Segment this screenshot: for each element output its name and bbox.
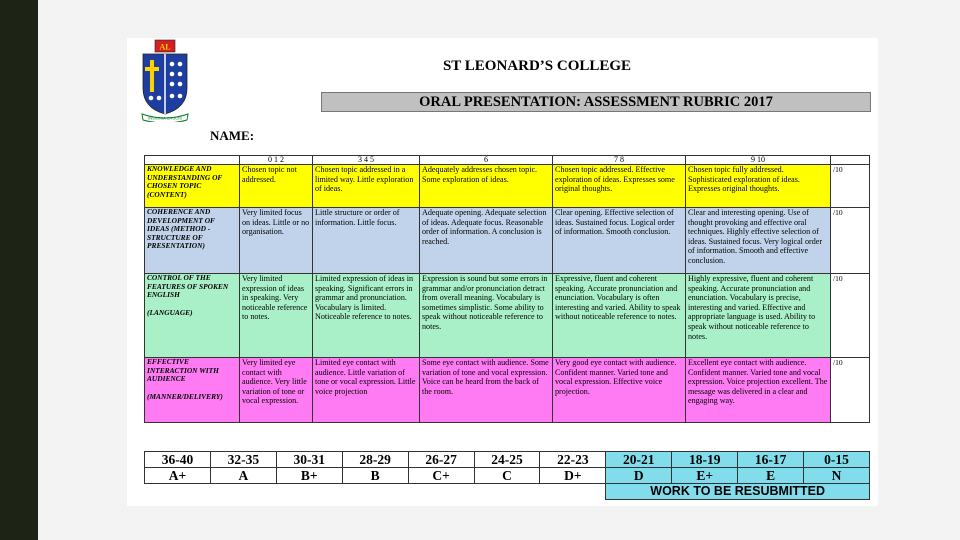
college-crest-icon [139,38,191,122]
rubric-row-language [145,274,870,358]
criterion-cell [145,358,240,423]
criterion-cell: COHERENCE AND DEVELOPMENT OF IDEAS (METHOD - STRUCTURE OF PRESENTATION) [145,208,240,274]
criterion-subtitle: (LANGUAGE) [147,307,193,317]
grade-range: 20-21 [606,452,672,468]
grade-letters-row [145,468,870,484]
score-cell: /10 [831,208,870,274]
criterion-cell [145,274,240,358]
rubric-cell: Little structure or order of information. Little focus. [313,208,420,274]
rubric-cell: Limited eye contact with audience. Little variation of tone or vocal expression. Little voice projection [313,358,420,423]
grade-letter: B [342,468,408,484]
grade-range: 24-25 [474,452,540,468]
rubric-cell: Clear and interesting opening. Use of thought provoking and effective oral techniques. Highly effective selection of ideas. Sustained focus. Very logical order of information. Smooth and effective conclusion. [686,208,831,274]
resubmit-row [145,484,870,500]
header-cell: 3 4 5 [313,156,420,165]
grade-letter: C+ [408,468,474,484]
rubric-row-delivery [145,358,870,423]
grade-letter: D+ [540,468,606,484]
score-cell: /10 [831,358,870,423]
rubric-cell: Very good eye contact with audience. Confident manner. Varied tone and vocal expression. Effective voice projection. [553,358,686,423]
rubric-cell: Adequately addresses chosen topic. Some exploration of ideas. [420,165,553,208]
rubric-cell: Very limited expression of ideas in speaking. Very noticeable reference to notes. [240,274,313,358]
slide-side-bar [0,0,38,540]
grade-letter: C [474,468,540,484]
empty-cell [145,484,606,500]
score-cell: /10 [831,274,870,358]
college-name: ST LEONARD’S COLLEGE [442,58,632,74]
rubric-cell: Expression is sound but some errors in grammar and/or pronunciation detract from overall meaning. Vocabulary is sometimes simplistic. Some ability to speak without noticeable reference to notes. [420,274,553,358]
rubric-cell: Very limited eye contact with audience. Very little variation of tone or vocal expression. [240,358,313,423]
crest-initials: AL [159,42,171,52]
rubric-cell: Chosen topic not addressed. [240,165,313,208]
header-cell: 6 [420,156,553,165]
rubric-title: ORAL PRESENTATION: ASSESSMENT RUBRIC 2017 [321,92,871,112]
header-cell: 0 1 2 [240,156,313,165]
rubric-cell: Chosen topic fully addressed. Sophisticated exploration of ideas. Expresses original thoughts. [686,165,831,208]
rubric-row-method [145,208,870,274]
grade-range: 30-31 [276,452,342,468]
resubmit-label: WORK TO BE RESUBMITTED [606,484,870,500]
rubric-table [144,155,870,423]
grade-range: 22-23 [540,452,606,468]
grade-range: 18-19 [672,452,738,468]
rubric-cell: Highly expressive, fluent and coherent speaking. Accurate pronunciation and enunciation. Vocabulary is precise, interesting and varied. Effective and appropriate language is used. Ability to speak without noticeable reference to notes. [686,274,831,358]
rubric-cell: Chosen topic addressed in a limited way. Little exploration of ideas. [313,165,420,208]
score-cell: /10 [831,165,870,208]
grade-range: 36-40 [145,452,211,468]
criterion-title: EFFECTIVE INTERACTION WITH AUDIENCE [147,357,219,384]
grade-letter: E+ [672,468,738,484]
grade-range: 26-27 [408,452,474,468]
crest-motto: INSIGNIA CRUCIS [148,115,182,121]
grade-range: 16-17 [738,452,804,468]
grade-range: 0-15 [804,452,870,468]
grade-range: 32-35 [210,452,276,468]
header-cell [831,156,870,165]
grade-letter: A [210,468,276,484]
rubric-cell: Very limited focus on ideas. Little or no organisation. [240,208,313,274]
rubric-cell: Expressive, fluent and coherent speaking. Accurate pronunciation and enunciation. Vocabulary is often interesting and varied. Ability to speak without noticeable reference to notes. [553,274,686,358]
header-cell [145,156,240,165]
header-cell: 7 8 [553,156,686,165]
header-cell: 9 10 [686,156,831,165]
grade-letter: N [804,468,870,484]
grade-letter: D [606,468,672,484]
name-label: NAME: [210,128,255,143]
criterion-subtitle: (MANNER/DELIVERY) [147,391,223,401]
rubric-cell: Some eye contact with audience. Some variation of tone and vocal expression. Voice can be heard from the back of the room. [420,358,553,423]
rubric-cell: Excellent eye contact with audience. Confident manner. Varied tone and vocal expression. Voice projection excellent. The message was delivered in a clear and engaging way. [686,358,831,423]
grade-letter: B+ [276,468,342,484]
criterion-cell: KNOWLEDGE AND UNDERSTANDING OF CHOSEN TOPIC (CONTENT) [145,165,240,208]
rubric-row-content [145,165,870,208]
rubric-header-row [145,156,870,165]
criterion-title: CONTROL OF THE FEATURES OF SPOKEN ENGLISH [147,273,229,300]
grade-ranges-row [145,452,870,468]
rubric-cell: Chosen topic addressed. Effective exploration of ideas. Expresses some original thoughts. [553,165,686,208]
rubric-cell: Adequate opening. Adequate selection of ideas. Adequate focus. Reasonable order of information. A conclusion is reached. [420,208,553,274]
grade-letter: E [738,468,804,484]
grade-letter: A+ [145,468,211,484]
rubric-cell: Clear opening. Effective selection of ideas. Sustained focus. Logical order of information. Smooth conclusion. [553,208,686,274]
grade-scale-table [144,451,870,500]
rubric-cell: Limited expression of ideas in speaking. Significant errors in grammar and pronunciation. Vocabulary is limited. Noticeable reference to notes. [313,274,420,358]
rubric-document [127,38,878,506]
grade-range: 28-29 [342,452,408,468]
